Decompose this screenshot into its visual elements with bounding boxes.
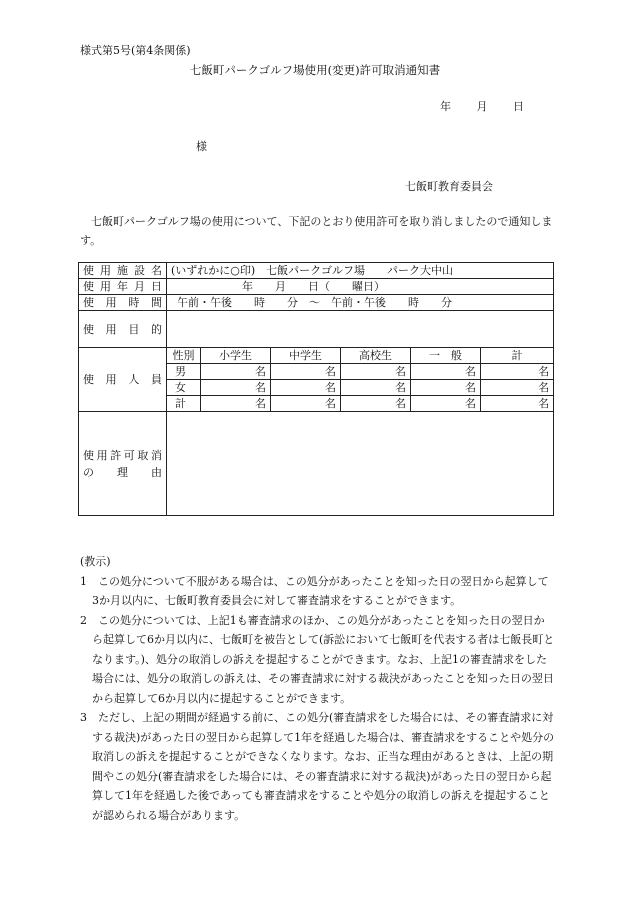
appeal-notice-item: 2 この処分については、上記1も審査請求のほか、この処分があったことを知った日の翌日から起算して6か月以内に、七飯町を被告として(訴訟において七飯町を代表する者は七飯長町となります。)、処分の取消しの訴えを提起することができます。なお、上記1の審査請求をした場合には、処分の取消しの訴えは、その審査請求に対する裁決があったことを知った日の翌日から起算して6か月以内に提起することができます。 bbox=[80, 613, 555, 705]
users-header-cell: 性別 bbox=[167, 348, 201, 364]
users-count-cell: 名 bbox=[341, 396, 411, 412]
users-header-cell: 高校生 bbox=[341, 348, 411, 364]
purpose-value bbox=[167, 311, 554, 348]
users-row-label: 女 bbox=[167, 380, 201, 396]
users-label: 使用人員 bbox=[79, 348, 167, 412]
time-label: 使用時間 bbox=[79, 295, 167, 311]
purpose-label: 使用目的 bbox=[79, 311, 167, 348]
reason-value bbox=[167, 412, 554, 516]
users-row-label: 計 bbox=[167, 396, 201, 412]
purpose-row bbox=[79, 311, 554, 348]
date-month: 月 bbox=[476, 100, 488, 113]
facility-row bbox=[79, 263, 554, 279]
users-count-cell: 名 bbox=[481, 396, 554, 412]
facility-value: (いずれかに○印) 七飯パークゴルフ場 パーク大中山 bbox=[167, 263, 554, 279]
users-count-cell: 名 bbox=[411, 364, 481, 380]
users-count-cell: 名 bbox=[481, 380, 554, 396]
date-label: 使用年月日 bbox=[79, 279, 167, 295]
users-count-cell: 名 bbox=[271, 396, 341, 412]
notice-table bbox=[78, 262, 554, 516]
time-value: 午前・午後 時 分 ～ 午前・午後 時 分 bbox=[167, 295, 554, 311]
users-count-cell: 名 bbox=[481, 364, 554, 380]
users-count-cell: 名 bbox=[201, 396, 271, 412]
users-count-cell: 名 bbox=[201, 380, 271, 396]
appeal-notice-item: 3 ただし、上記の期間が経過する前に、この処分(審査請求をした場合には、その審査請求に対する裁決)があった日の翌日から起算して1年を経過した場合は、審査請求をすることや処分の取消しの訴えを提起することができなくなります。なお、正当な理由があるときは、上記の期間やこの処分(審査請求をした場合には、その審査請求に対する裁決)があった日の翌日から起算して1年を経過した後であっても審査請求をすることや処分の取消しの訴えを提起することが認められる場合があります。 bbox=[80, 711, 555, 822]
issuer-name: 七飯町教育委員会 bbox=[405, 180, 493, 193]
users-row-label: 男 bbox=[167, 364, 201, 380]
appeal-notice bbox=[80, 552, 555, 825]
users-count-cell: 名 bbox=[201, 364, 271, 380]
users-header-cell: 一 般 bbox=[411, 348, 481, 364]
users-header-cell: 計 bbox=[481, 348, 554, 364]
users-header-row bbox=[79, 348, 554, 364]
reason-label bbox=[79, 412, 167, 516]
users-header-cell: 中学生 bbox=[271, 348, 341, 364]
addressee-suffix: 様 bbox=[196, 140, 207, 153]
users-count-cell: 名 bbox=[411, 380, 481, 396]
appeal-notice-item: 1 この処分について不服がある場合は、この処分があったことを知った日の翌日から起算して3か月以内に、七飯町教育委員会に対して審査請求をすることができます。 bbox=[80, 574, 549, 607]
date-day: 日 bbox=[513, 100, 524, 113]
date-year: 年 bbox=[440, 100, 451, 113]
time-row bbox=[79, 295, 554, 311]
reason-row bbox=[79, 412, 554, 516]
users-header-cell: 小学生 bbox=[201, 348, 271, 364]
users-count-cell: 名 bbox=[271, 364, 341, 380]
reason-label-line1: 使用許可取消 bbox=[83, 448, 162, 462]
intro-text: 七飯町パークゴルフ場の使用について、下記のとおり使用許可を取り消しましたので通知します。 bbox=[80, 215, 553, 247]
appeal-notice-heading: (教示) bbox=[80, 555, 111, 568]
form-number: 様式第5号(第4条関係) bbox=[80, 44, 191, 57]
users-count-cell: 名 bbox=[271, 380, 341, 396]
document-title: 七飯町パークゴルフ場使用(変更)許可取消通知書 bbox=[189, 63, 441, 77]
users-count-cell: 名 bbox=[411, 396, 481, 412]
facility-label: 使用施設名 bbox=[79, 263, 167, 279]
reason-label-line2: の 理 由 bbox=[83, 465, 162, 479]
date-value: 年 月 日（ 曜日） bbox=[167, 279, 554, 295]
users-count-cell: 名 bbox=[341, 364, 411, 380]
users-count-cell: 名 bbox=[341, 380, 411, 396]
issue-date bbox=[440, 98, 524, 114]
date-row bbox=[79, 279, 554, 295]
